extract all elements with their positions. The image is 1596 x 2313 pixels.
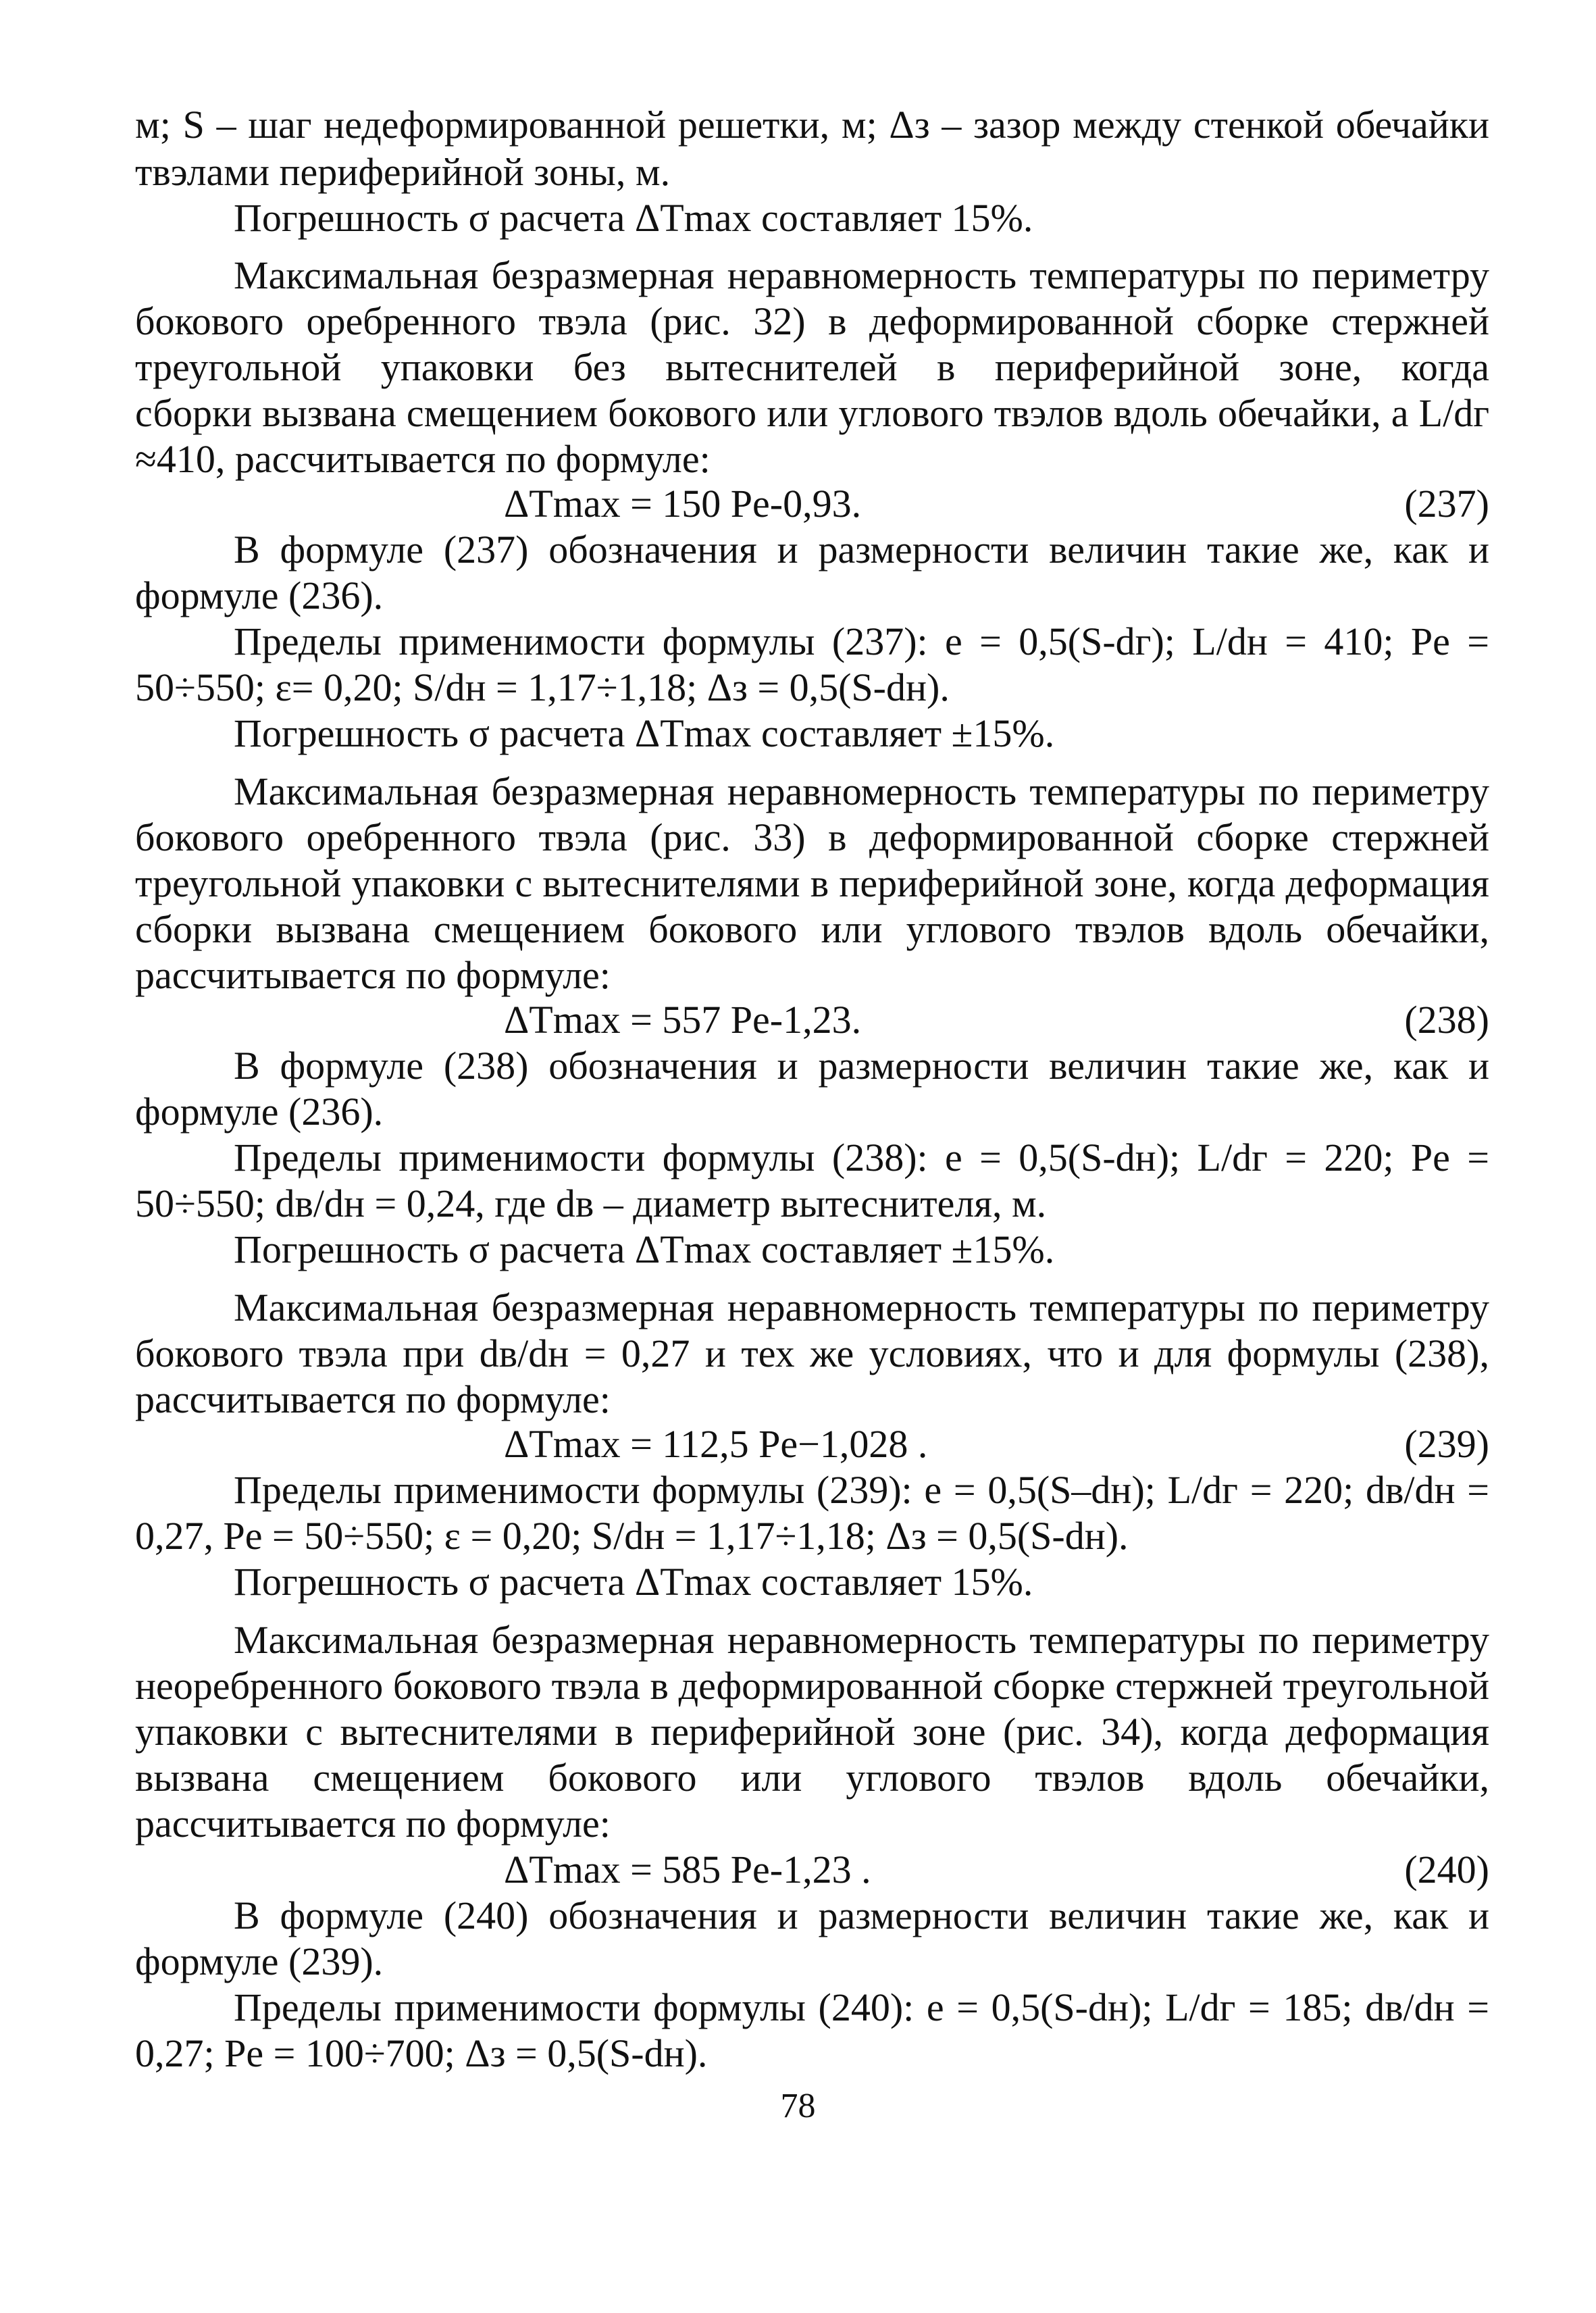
formula-239: [135, 1422, 1489, 1469]
text-line: Максимальная безразмерная неравномерность температуры по периметру: [234, 1286, 1489, 1329]
formula-expression: ΔTmax = 557 Pe-1,23.: [504, 998, 862, 1042]
formula-number: (238): [1404, 998, 1489, 1042]
text-line: треугольной упаковки без вытеснителей в периферийной зоне, когда: [135, 345, 1489, 389]
text-line: ≈410, рассчитывается по формуле:: [135, 437, 711, 481]
text-line: В формуле (238) обозначения и размерности величин такие же, как и: [234, 1044, 1489, 1088]
text-line: рассчитывается по формуле:: [135, 953, 611, 997]
text-line: Максимальная безразмерная неравномерность температуры по периметру: [234, 769, 1489, 813]
text-line: Пределы применимости формулы (238): e = 0,5(S-dн); L/dг = 220; Pe =: [234, 1136, 1489, 1179]
text-line: 0,27, Pe = 50÷550; ε = 0,20; S/dн = 1,17÷1,18; Δз = 0,5(S-dн).: [135, 1514, 1129, 1558]
text-line: неоребренного бокового твэла в деформированной сборке стержней треугольной: [135, 1664, 1489, 1708]
text-line: 0,27; Pe = 100÷700; Δз = 0,5(S-dн).: [135, 2031, 708, 2075]
text-line: сборки вызвана смещением бокового или углового твэлов вдоль обечайки,: [135, 907, 1489, 951]
formula-240: [135, 1848, 1489, 1895]
text-line: Пределы применимости формулы (240): e = 0,5(S-dн); L/dг = 185; dв/dн =: [234, 1985, 1489, 2029]
text-line: сборки вызвана смещением бокового или углового твэлов вдоль обечайки, а L/dг: [135, 391, 1489, 435]
text-line: твэлами периферийной зоны, м.: [135, 150, 671, 194]
text-line: треугольной упаковки с вытеснителями в периферийной зоне, когда деформация: [135, 861, 1489, 905]
text-line: 50÷550; ε= 0,20; S/dн = 1,17÷1,18; Δз = 0,5(S-dн).: [135, 665, 950, 709]
text-line: Максимальная безразмерная неравномерность температуры по периметру: [234, 1618, 1489, 1662]
page-number: 78: [780, 2087, 816, 2125]
text-line: Пределы применимости формулы (237): e = 0,5(S-dг); L/dн = 410; Pe =: [234, 619, 1489, 663]
text-line: Пределы применимости формулы (239): e = 0,5(S–dн); L/dг = 220; dв/dн =: [234, 1468, 1489, 1512]
text-line: В формуле (237) обозначения и размерности величин такие же, как и: [234, 528, 1489, 571]
text-line: 50÷550; dв/dн = 0,24, где dв – диаметр вытеснителя, м.: [135, 1181, 1047, 1225]
text-line: вызвана смещением бокового или углового твэлов вдоль обечайки,: [135, 1756, 1489, 1800]
formula-expression: ΔTmax = 150 Pe-0,93.: [504, 482, 862, 526]
text-line: формуле (236).: [135, 574, 384, 617]
text-line: формуле (239).: [135, 1939, 384, 1983]
formula-number: (239): [1404, 1422, 1489, 1466]
text-line: Максимальная безразмерная неравномерность температуры по периметру: [234, 253, 1489, 297]
formula-expression: ΔTmax = 585 Pe-1,23 .: [504, 1848, 871, 1891]
text-line: Погрешность σ расчета ΔTmax составляет 15%.: [234, 196, 1033, 240]
text-line: формуле (236).: [135, 1090, 384, 1134]
text-line: м; S – шаг недеформированной решетки, м; Δз – зазор между стенкой обечайки: [135, 103, 1489, 147]
text-line: упаковки с вытеснителями в периферийной зоне (рис. 34), когда деформация: [135, 1710, 1489, 1754]
formula-number: (240): [1404, 1848, 1489, 1891]
text-line: бокового оребренного твэла (рис. 32) в деформированной сборке стержней: [135, 299, 1489, 343]
text-line: бокового оребренного твэла (рис. 33) в деформированной сборке стержней: [135, 815, 1489, 859]
text-line: рассчитывается по формуле:: [135, 1802, 611, 1846]
text-line: Погрешность σ расчета ΔTmax составляет 15%.: [234, 1560, 1033, 1604]
text-line: рассчитывается по формуле:: [135, 1377, 611, 1421]
text-line: Погрешность σ расчета ΔTmax составляет ±15%.: [234, 1227, 1055, 1271]
formula-237: [135, 482, 1489, 529]
text-line: Погрешность σ расчета ΔTmax составляет ±15%.: [234, 711, 1055, 755]
text-line: В формуле (240) обозначения и размерности величин такие же, как и: [234, 1893, 1489, 1937]
formula-number: (237): [1404, 482, 1489, 526]
formula-expression: ΔTmax = 112,5 Pe−1,028 .: [504, 1422, 928, 1466]
formula-238: [135, 998, 1489, 1045]
text-line: бокового твэла при dв/dн = 0,27 и тех же условиях, что и для формулы (238),: [135, 1331, 1489, 1375]
